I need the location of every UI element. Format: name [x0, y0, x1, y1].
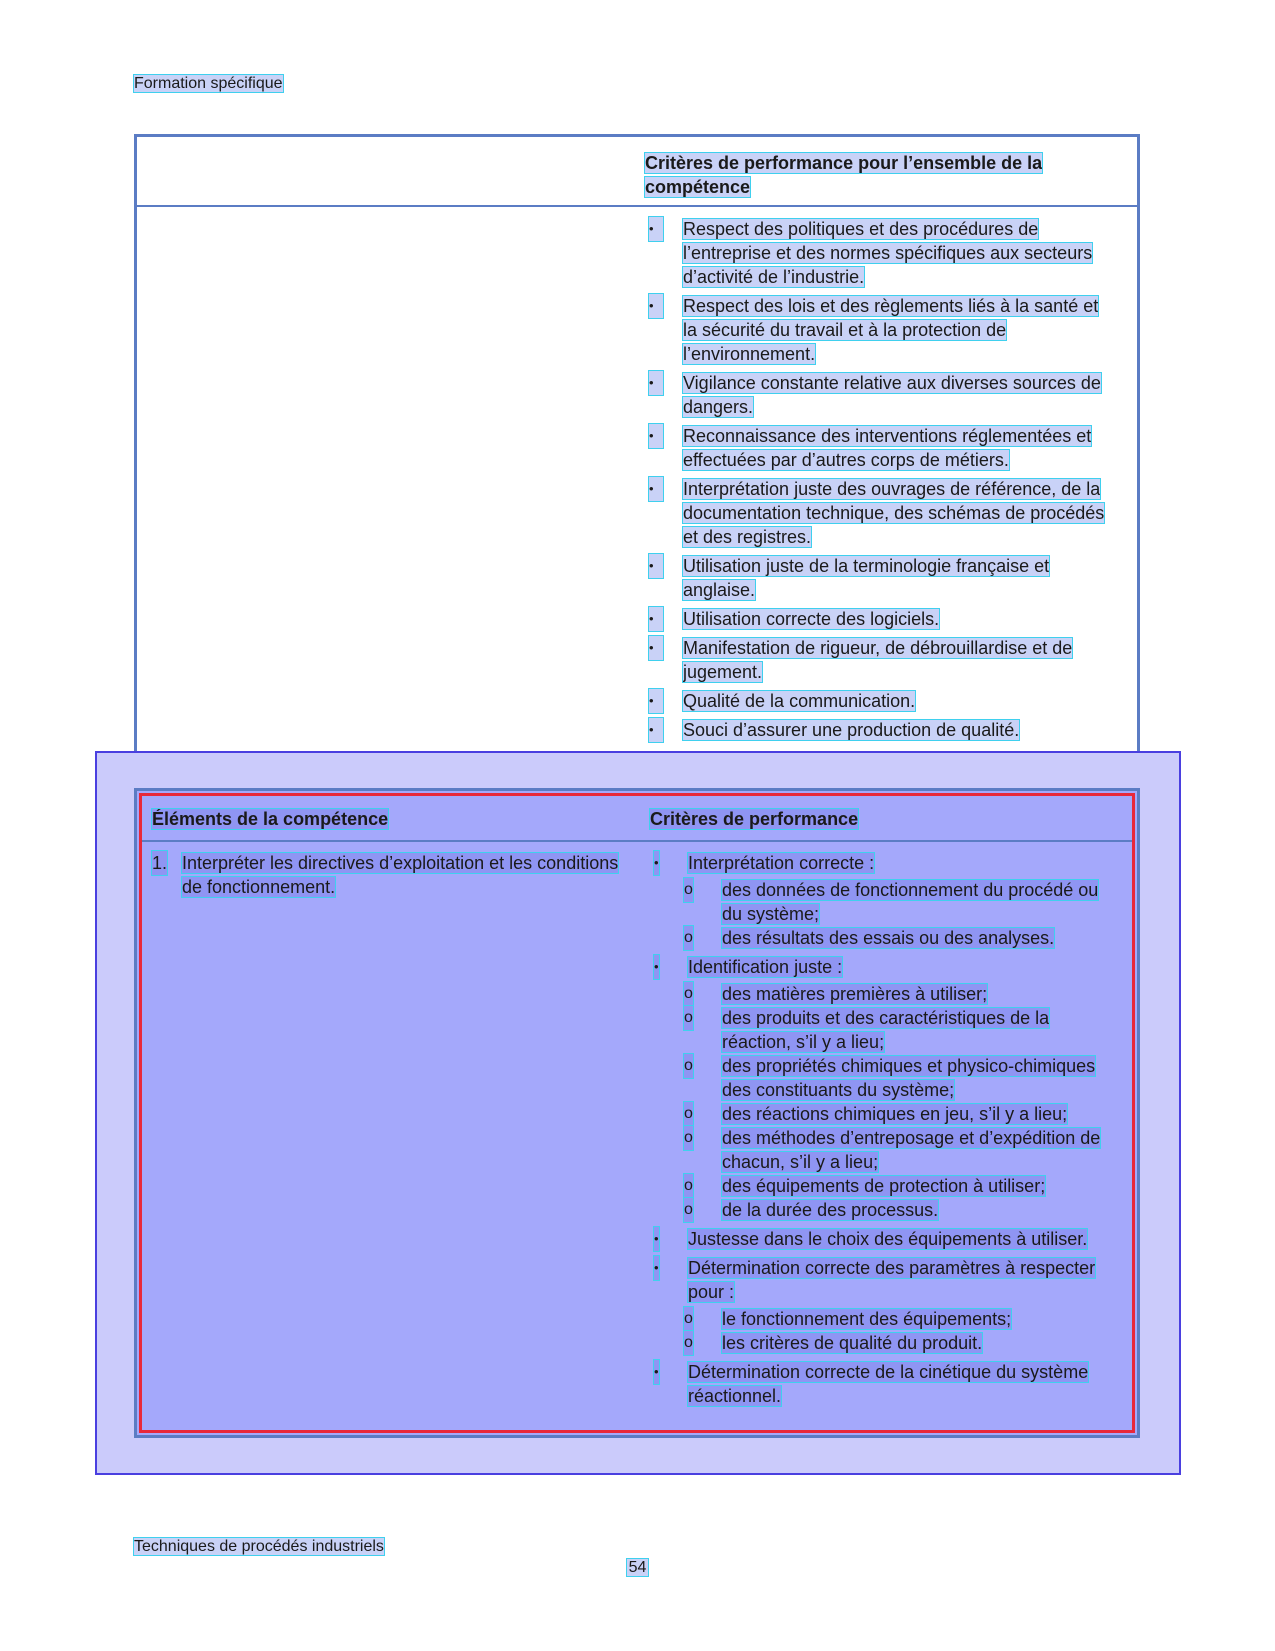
- performance-sub-list: [684, 1307, 1120, 1355]
- criterion-text: Reconnaissance des interventions réglementées et effectuées par d’autres corps de métiers.: [683, 426, 1092, 470]
- performance-sub-text: des matières premières à utiliser;: [722, 984, 988, 1004]
- performance-sub-text: les critères de qualité du produit.: [722, 1333, 983, 1353]
- bullet-icon: •: [654, 1360, 659, 1384]
- competence-elements-table: [134, 788, 1140, 1438]
- general-criteria-title: Critères de performance pour l’ensemble de la compétence: [645, 153, 1043, 197]
- bullet-icon: •: [649, 607, 663, 631]
- bullet-icon: •: [654, 851, 659, 875]
- elements-column-title: Éléments de la compétence: [152, 809, 389, 829]
- criterion-item: [645, 371, 1115, 419]
- bullet-icon: •: [654, 1227, 659, 1251]
- sub-bullet-icon: o: [684, 878, 693, 902]
- bullet-icon: •: [654, 1256, 659, 1280]
- performance-sub-text: des propriétés chimiques et physico-chimiques des constituants du système;: [722, 1056, 1096, 1100]
- sub-bullet-icon: o: [684, 1054, 693, 1078]
- bullet-icon: •: [649, 371, 663, 395]
- criterion-item: [645, 689, 1115, 713]
- performance-sub-item: [684, 878, 1120, 926]
- performance-sub-text: des réactions chimiques en jeu, s’il y a lieu;: [722, 1104, 1068, 1124]
- performance-sub-text: des données de fonctionnement du procédé ou du système;: [722, 880, 1099, 924]
- criterion-text: Interprétation juste des ouvrages de référence, de la documentation technique, des schémas de procédés et des registres.: [683, 479, 1105, 547]
- criterion-text: Respect des lois et des règlements liés à la santé et la sécurité du travail et à la protection de l’environnement.: [683, 296, 1099, 364]
- performance-sub-text: des méthodes d’entreposage et d’expédition de chacun, s’il y a lieu;: [722, 1128, 1101, 1172]
- element-item: [152, 851, 642, 899]
- general-criteria-table: [134, 134, 1140, 772]
- performance-item: [650, 851, 1120, 950]
- sub-bullet-icon: o: [684, 982, 693, 1006]
- criterion-text: Respect des politiques et des procédures de l’entreprise et des normes spécifiques aux secteurs d’activité de l’industrie.: [683, 219, 1093, 287]
- criterion-item: [645, 294, 1115, 366]
- performance-sub-item: [684, 1331, 1120, 1355]
- performance-text: Détermination correcte de la cinétique du système réactionnel.: [688, 1362, 1089, 1406]
- performance-sub-list: [684, 878, 1120, 950]
- performance-sub-list: [684, 982, 1120, 1222]
- performance-item: [650, 955, 1120, 1222]
- sub-bullet-icon: o: [684, 1126, 693, 1150]
- performance-sub-item: [684, 1174, 1120, 1198]
- performance-sub-item: [684, 1102, 1120, 1126]
- performance-item: [650, 1256, 1120, 1355]
- criteria-column-title: Critères de performance: [650, 809, 859, 829]
- performance-sub-item: [684, 1126, 1120, 1174]
- sub-bullet-icon: o: [684, 1174, 693, 1198]
- general-criteria-header-row: [137, 137, 1137, 207]
- page-header: [134, 74, 283, 94]
- criterion-item: [645, 424, 1115, 472]
- bullet-icon: •: [649, 636, 663, 660]
- bullet-icon: •: [649, 718, 663, 742]
- performance-sub-item: [684, 1307, 1120, 1331]
- performance-text: Interprétation correcte :: [688, 853, 875, 873]
- sub-bullet-icon: o: [684, 1006, 693, 1030]
- criterion-text: Vigilance constante relative aux diverses sources de dangers.: [683, 373, 1101, 417]
- performance-sub-item: [684, 926, 1120, 950]
- criterion-item: [645, 718, 1115, 742]
- sub-bullet-icon: o: [684, 1198, 693, 1222]
- page-footer: [134, 1537, 384, 1557]
- bullet-icon: •: [649, 689, 663, 713]
- criterion-text: Utilisation juste de la terminologie française et anglaise.: [683, 556, 1050, 600]
- sub-bullet-icon: o: [684, 1331, 693, 1355]
- competence-elements-frame: [139, 793, 1135, 1433]
- performance-sub-text: des produits et des caractéristiques de la réaction, s’il y a lieu;: [722, 1008, 1050, 1052]
- sub-bullet-icon: o: [684, 1307, 693, 1331]
- performance-sub-text: des résultats des essais ou des analyses.: [722, 928, 1055, 948]
- criterion-item: [645, 217, 1115, 289]
- criterion-text: Souci d’assurer une production de qualité.: [683, 720, 1020, 740]
- performance-text: Justesse dans le choix des équipements à utiliser.: [688, 1229, 1088, 1249]
- element-text: Interpréter les directives d’exploitation et les conditions de fonctionnement.: [182, 853, 619, 897]
- criterion-text: Utilisation correcte des logiciels.: [683, 609, 940, 629]
- page-header-text: Formation spécifique: [134, 75, 283, 92]
- performance-sub-text: de la durée des processus.: [722, 1200, 939, 1220]
- performance-sub-item: [684, 982, 1120, 1006]
- bullet-icon: •: [649, 477, 663, 501]
- sub-bullet-icon: o: [684, 926, 693, 950]
- performance-sub-item: [684, 1198, 1120, 1222]
- element-number: 1.: [152, 853, 168, 873]
- general-criteria-list: [645, 217, 1115, 747]
- bullet-icon: •: [649, 217, 663, 241]
- criterion-item: [645, 477, 1115, 549]
- performance-item: [650, 1227, 1120, 1251]
- page-footer-text: Techniques de procédés industriels: [134, 1538, 384, 1555]
- performance-item: [650, 1360, 1120, 1408]
- page-number: 54: [628, 1559, 647, 1576]
- criterion-item: [645, 607, 1115, 631]
- performance-criteria-list: [650, 851, 1120, 1413]
- performance-text: Identification juste :: [688, 957, 843, 977]
- bullet-icon: •: [649, 424, 663, 448]
- criterion-item: [645, 636, 1115, 684]
- sub-bullet-icon: o: [684, 1102, 693, 1126]
- performance-sub-text: le fonctionnement des équipements;: [722, 1309, 1012, 1329]
- performance-sub-item: [684, 1054, 1120, 1102]
- bullet-icon: •: [649, 554, 663, 578]
- bullet-icon: •: [654, 955, 659, 979]
- criterion-item: [645, 554, 1115, 602]
- performance-sub-text: des équipements de protection à utiliser;: [722, 1176, 1046, 1196]
- performance-sub-item: [684, 1006, 1120, 1054]
- criterion-text: Manifestation de rigueur, de débrouillardise et de jugement.: [683, 638, 1073, 682]
- bullet-icon: •: [649, 294, 663, 318]
- performance-text: Détermination correcte des paramètres à respecter pour :: [688, 1258, 1096, 1302]
- competence-elements-header-row: [142, 796, 1132, 842]
- criterion-text: Qualité de la communication.: [683, 691, 916, 711]
